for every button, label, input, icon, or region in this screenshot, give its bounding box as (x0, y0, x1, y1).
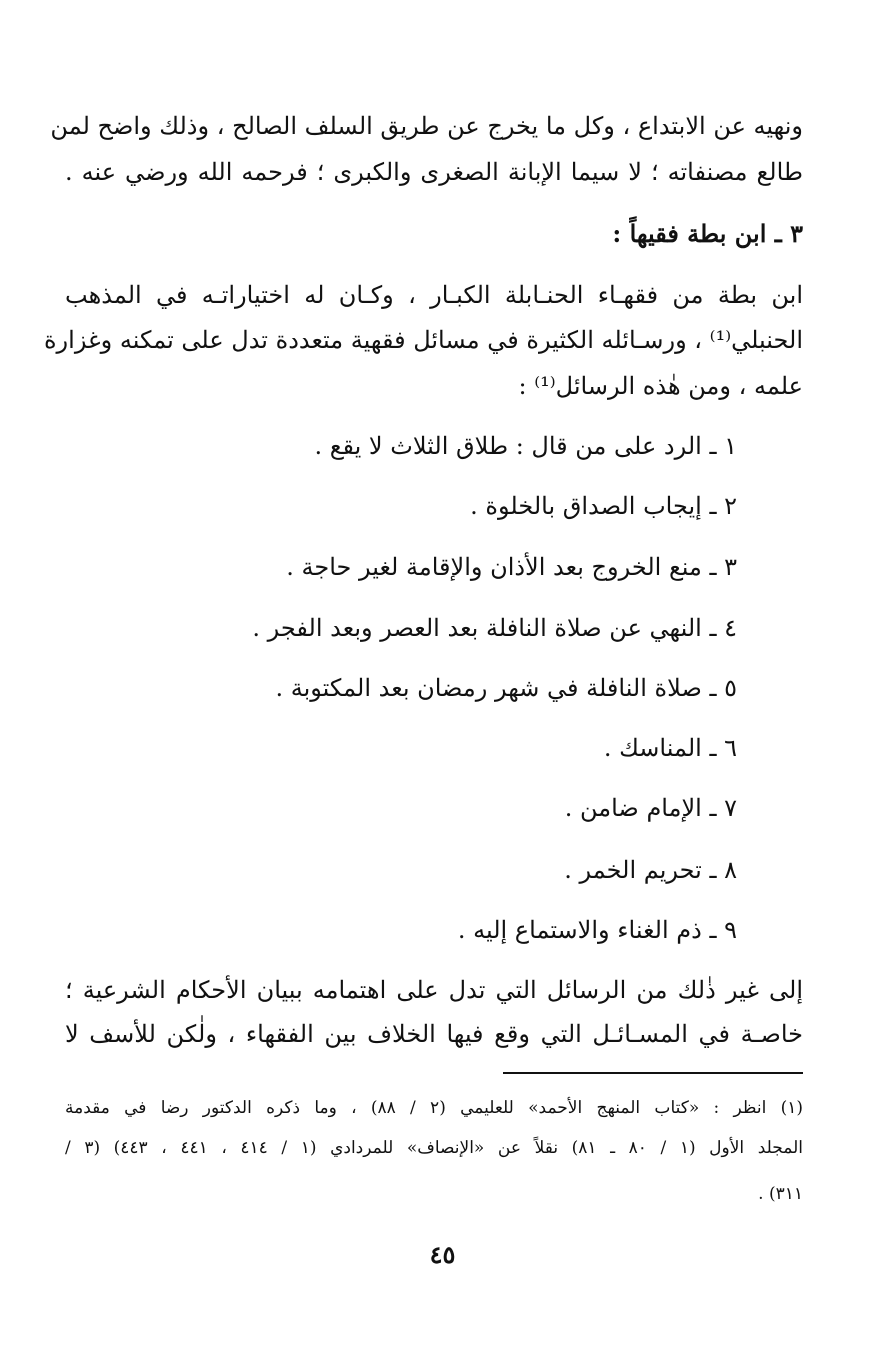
list-item-7: ٧ ـ الإمام ضامن . (564, 794, 737, 822)
list-item-2: ٢ ـ إيجاب الصداق بالخلوة . (470, 492, 737, 520)
list-item-8: ٨ ـ تحريم الخمر . (564, 856, 737, 884)
section-paragraph-line-2: الحنبلي⁽¹⁾ ، ورسـائله الكثيرة في مسائل فقهية متعددة تدل على تمكنه وغزارة (43, 326, 803, 354)
footnote-separator (503, 1072, 803, 1074)
list-item-6: ٦ ـ المناسك . (603, 734, 737, 762)
list-item-5: ٥ ـ صلاة النافلة في شهر رمضان بعد المكتوبة . (275, 674, 737, 702)
footnote-line-2: المجلد الأول (١ / ٨٠ ـ ٨١) نقلاً عن «الإنصاف» للمردادي (١ / ٤١٤ ، ٤٤١ ، ٤٤٣) (٣ / (65, 1138, 803, 1158)
footnote-line-3: ٣١١) . (758, 1184, 803, 1204)
list-item-3: ٣ ـ منع الخروج بعد الأذان والإقامة لغير حاجة . (286, 553, 737, 581)
section-paragraph-line-3: علمه ، ومن هٰذه الرسائل⁽¹⁾ : (518, 372, 803, 400)
page-number: ٤٥ (429, 1240, 456, 1269)
list-item-9: ٩ ـ ذم الغناء والاستماع إليه . (457, 916, 737, 944)
footnote-line-1: (١) انظر : «كتاب المنهج الأحمد» للعليمي (٢ / ٨٨) ، وما ذكره الدكتور رضا في مقدمة (65, 1098, 803, 1118)
list-item-4: ٤ ـ النهي عن صلاة النافلة بعد العصر وبعد الفجر . (252, 614, 737, 642)
closing-line-2: خاصـة في المسـائـل التي وقع فيها الخلاف بين الفقهاء ، ولٰكن للأسف لا (65, 1020, 803, 1048)
closing-line-1: إلى غير ذٰلك من الرسائل التي تدل على اهتمامه ببيان الأحكام الشرعية ؛ (65, 976, 803, 1004)
intro-line-1: ونهيه عن الابتداع ، وكل ما يخرج عن طريق السلف الصالح ، وذلك واضح لمن (50, 112, 803, 140)
list-item-1: ١ ـ الرد على من قال : طلاق الثلاث لا يقع . (314, 432, 737, 460)
section-heading: ٣ ـ ابن بطة فقيهاً : (612, 219, 803, 248)
intro-line-2: طالع مصنفاته ؛ لا سيما الإبانة الصغرى والكبرى ؛ فرحمه الله ورضي عنه . (65, 158, 803, 186)
section-paragraph-line-1: ابن بطة من فقهـاء الحنـابلة الكبـار ، وكـان له اختياراتـه في المذهب (65, 281, 803, 309)
